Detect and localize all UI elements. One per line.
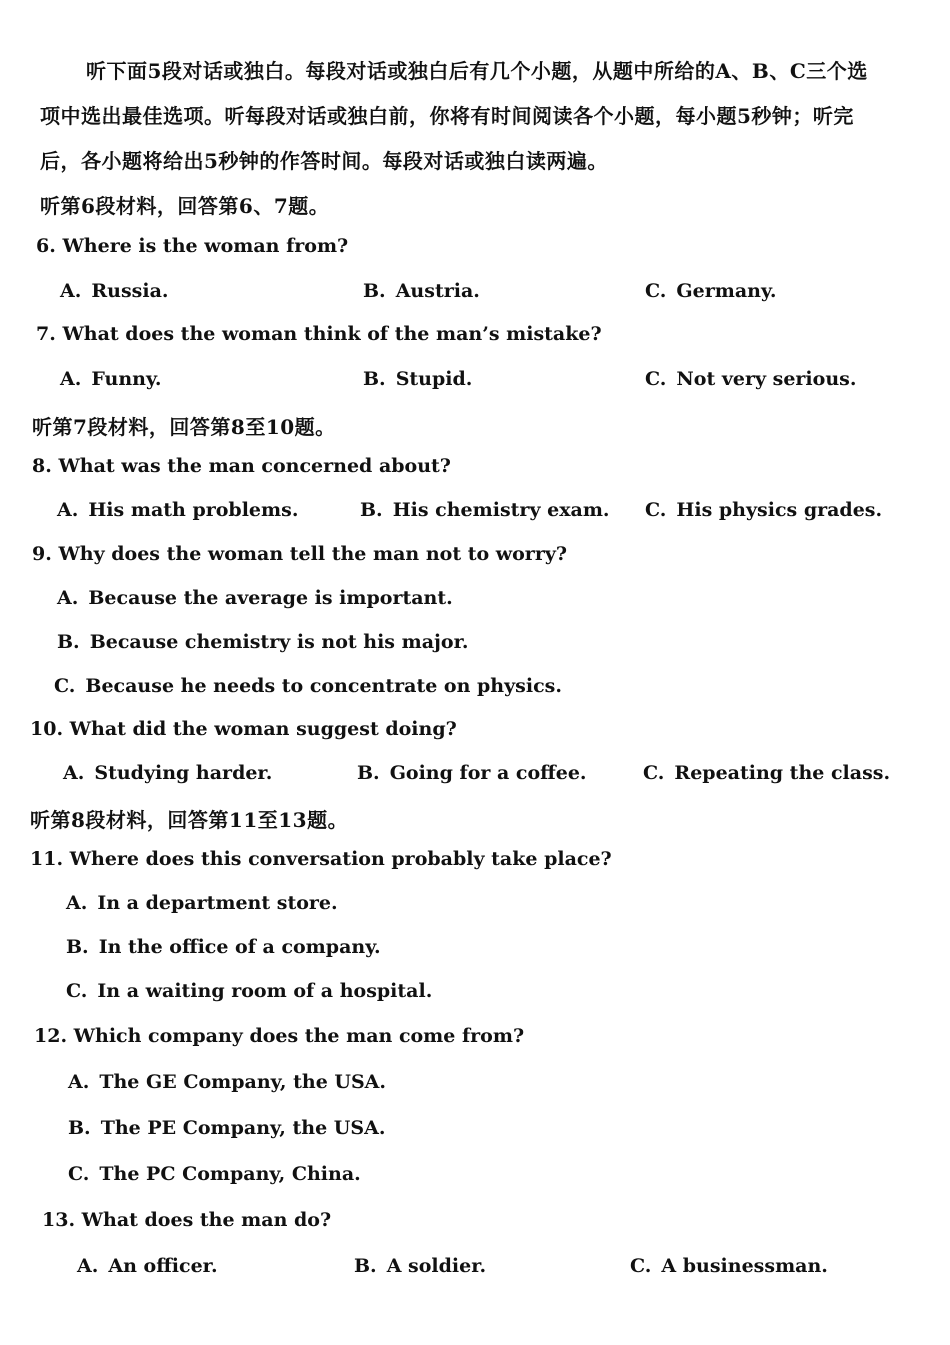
question-10-option-c	[643, 762, 890, 784]
question-9-option-b	[57, 631, 468, 653]
option-text: Not very serious.	[676, 368, 857, 390]
instructions-line-2: 项中选出最佳选项。听每段对话或独白前，你将有时间阅读各个小题，每小题5秒钟；听完	[40, 104, 854, 128]
option-label: B.	[363, 280, 386, 302]
option-text: Russia.	[91, 280, 169, 302]
option-text: A businessman.	[661, 1255, 828, 1277]
option-text: His physics grades.	[676, 499, 883, 521]
instructions-line-3: 后，各小题将给出5秒钟的作答时间。每段对话或独白读两遍。	[40, 149, 608, 173]
section-heading-6: 听第6段材料，回答第6、7题。	[40, 194, 330, 218]
question-11-option-a	[66, 892, 338, 914]
option-label: B.	[363, 368, 386, 390]
option-text: Repeating the class.	[674, 762, 891, 784]
question-9-stem: 9. Why does the woman tell the man not to worry?	[32, 543, 567, 565]
option-label: C.	[68, 1163, 90, 1185]
option-text: His math problems.	[88, 499, 299, 521]
option-text: A soldier.	[386, 1255, 487, 1277]
question-11-option-c	[66, 980, 432, 1002]
section-heading-7: 听第7段材料，回答第8至10题。	[32, 415, 336, 439]
option-text: In a waiting room of a hospital.	[97, 980, 433, 1002]
option-label: A.	[68, 1071, 90, 1093]
option-label: A.	[66, 892, 88, 914]
question-12-stem: 12. Which company does the man come from?	[34, 1025, 525, 1047]
option-label: A.	[57, 499, 79, 521]
question-13-option-b	[354, 1255, 486, 1277]
question-7-option-b	[363, 368, 472, 390]
option-text: Austria.	[395, 280, 480, 302]
question-10-stem: 10. What did the woman suggest doing?	[30, 718, 457, 740]
option-text: Germany.	[676, 280, 777, 302]
question-13-stem: 13. What does the man do?	[42, 1209, 332, 1231]
question-6-option-b	[363, 280, 480, 302]
question-13-option-a	[77, 1255, 218, 1277]
question-12-option-c	[68, 1163, 361, 1185]
question-8-stem: 8. What was the man concerned about?	[32, 455, 451, 477]
option-label: C.	[645, 499, 667, 521]
question-8-option-c	[645, 499, 882, 521]
option-label: C.	[645, 280, 667, 302]
option-label: C.	[630, 1255, 652, 1277]
question-12-option-b	[68, 1117, 385, 1139]
option-text: His chemistry exam.	[392, 499, 610, 521]
option-text: Studying harder.	[94, 762, 273, 784]
option-label: B.	[360, 499, 383, 521]
question-6-option-a	[60, 280, 169, 302]
question-9-option-c	[54, 675, 562, 697]
option-text: The PE Company, the USA.	[100, 1117, 386, 1139]
option-text: An officer.	[108, 1255, 218, 1277]
instructions-line-1: 听下面5段对话或独白。每段对话或独白后有几个小题，从题中所给的A、B、C三个选	[86, 59, 868, 83]
question-6-option-c	[645, 280, 776, 302]
question-13-option-c	[630, 1255, 828, 1277]
question-12-option-a	[68, 1071, 386, 1093]
option-text: Stupid.	[395, 368, 473, 390]
option-text: Because chemistry is not his major.	[89, 631, 469, 653]
option-label: B.	[357, 762, 380, 784]
question-7-stem: 7. What does the woman think of the man’s mistake?	[36, 323, 602, 345]
option-label: A.	[57, 587, 79, 609]
option-label: B.	[57, 631, 80, 653]
option-label: B.	[68, 1117, 91, 1139]
question-9-option-a	[57, 587, 453, 609]
question-7-option-c	[645, 368, 856, 390]
option-label: A.	[60, 280, 82, 302]
option-label: C.	[66, 980, 88, 1002]
option-label: B.	[66, 936, 89, 958]
option-label: A.	[63, 762, 85, 784]
option-label: C.	[643, 762, 665, 784]
option-text: The GE Company, the USA.	[99, 1071, 387, 1093]
question-10-option-b	[357, 762, 587, 784]
question-7-option-a	[60, 368, 161, 390]
option-text: Because the average is important.	[88, 587, 453, 609]
option-text: The PC Company, China.	[99, 1163, 361, 1185]
question-10-option-a	[63, 762, 272, 784]
option-label: A.	[60, 368, 82, 390]
option-text: Funny.	[91, 368, 162, 390]
option-text: In the office of a company.	[98, 936, 381, 958]
question-11-option-b	[66, 936, 381, 958]
option-label: A.	[77, 1255, 99, 1277]
question-8-option-b	[360, 499, 610, 521]
option-label: C.	[54, 675, 76, 697]
question-6-stem: 6. Where is the woman from?	[36, 235, 349, 257]
question-11-stem: 11. Where does this conversation probably take place?	[30, 848, 612, 870]
option-label: C.	[645, 368, 667, 390]
option-label: B.	[354, 1255, 377, 1277]
option-text: Going for a coffee.	[389, 762, 587, 784]
option-text: In a department store.	[97, 892, 338, 914]
section-heading-8: 听第8段材料，回答第11至13题。	[30, 808, 349, 832]
option-text: Because he needs to concentrate on physics.	[85, 675, 562, 697]
question-8-option-a	[57, 499, 298, 521]
